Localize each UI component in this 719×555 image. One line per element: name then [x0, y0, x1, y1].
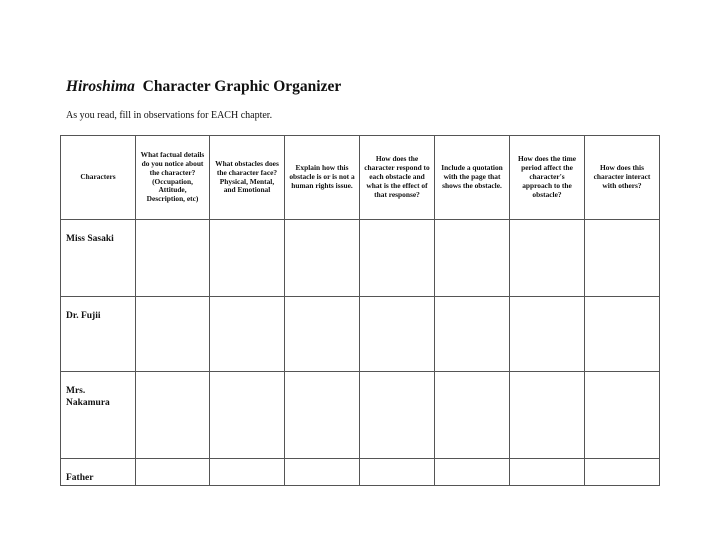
table-cell[interactable]	[210, 220, 285, 297]
column-header-factual-details: What factual details do you notice about the character? (Occupation, Attitude, Description, etc)	[136, 136, 210, 220]
header-row	[61, 136, 660, 220]
table-cell[interactable]	[210, 372, 285, 459]
table-row	[61, 372, 660, 459]
table-row	[61, 220, 660, 297]
table-cell[interactable]	[435, 459, 510, 486]
column-header-time-period: How does the time period affect the character's approach to the obstacle?	[510, 136, 585, 220]
column-header-human-rights: Explain how this obstacle is or is not a human rights issue.	[285, 136, 360, 220]
column-header-characters: Characters	[61, 136, 136, 220]
table-cell[interactable]	[510, 220, 585, 297]
table-cell[interactable]	[360, 372, 435, 459]
instructions: As you read, fill in observations for EACH chapter.	[66, 110, 273, 121]
table-cell[interactable]	[510, 372, 585, 459]
table-cell[interactable]	[285, 372, 360, 459]
row-label-miss-sasaki: Miss Sasaki	[61, 220, 136, 297]
table-cell[interactable]	[510, 459, 585, 486]
table-cell[interactable]	[435, 297, 510, 372]
table-cell[interactable]	[285, 297, 360, 372]
table-cell[interactable]	[585, 297, 660, 372]
table-cell[interactable]	[585, 372, 660, 459]
title-work: Hiroshima	[66, 78, 135, 95]
table-cell[interactable]	[435, 220, 510, 297]
organizer-table	[60, 135, 660, 486]
column-header-quotation: Include a quotation with the page that shows the obstacle.	[435, 136, 510, 220]
table-cell[interactable]	[585, 220, 660, 297]
table-cell[interactable]	[585, 459, 660, 486]
table-cell[interactable]	[210, 297, 285, 372]
table-cell[interactable]	[285, 220, 360, 297]
table-cell[interactable]	[136, 459, 210, 486]
row-label-dr-fujii: Dr. Fujii	[61, 297, 136, 372]
table-cell[interactable]	[360, 297, 435, 372]
column-header-interaction: How does this character interact with others?	[585, 136, 660, 220]
table-cell[interactable]	[360, 459, 435, 486]
table-cell[interactable]	[510, 297, 585, 372]
column-header-obstacles: What obstacles does the character face? Physical, Mental, and Emotional	[210, 136, 285, 220]
row-label-mrs-nakamura: Mrs. Nakamura	[61, 372, 136, 459]
page-title	[66, 78, 341, 96]
title-text: Character Graphic Organizer	[142, 78, 342, 95]
table-row	[61, 297, 660, 372]
row-label-father: Father	[61, 459, 136, 486]
table-cell[interactable]	[136, 297, 210, 372]
table-cell[interactable]	[435, 372, 510, 459]
column-header-response: How does the character respond to each obstacle and what is the effect of that response?	[360, 136, 435, 220]
table-row	[61, 459, 660, 486]
table-cell[interactable]	[210, 459, 285, 486]
table-cell[interactable]	[285, 459, 360, 486]
table-cell[interactable]	[136, 372, 210, 459]
table-cell[interactable]	[360, 220, 435, 297]
table-cell[interactable]	[136, 220, 210, 297]
